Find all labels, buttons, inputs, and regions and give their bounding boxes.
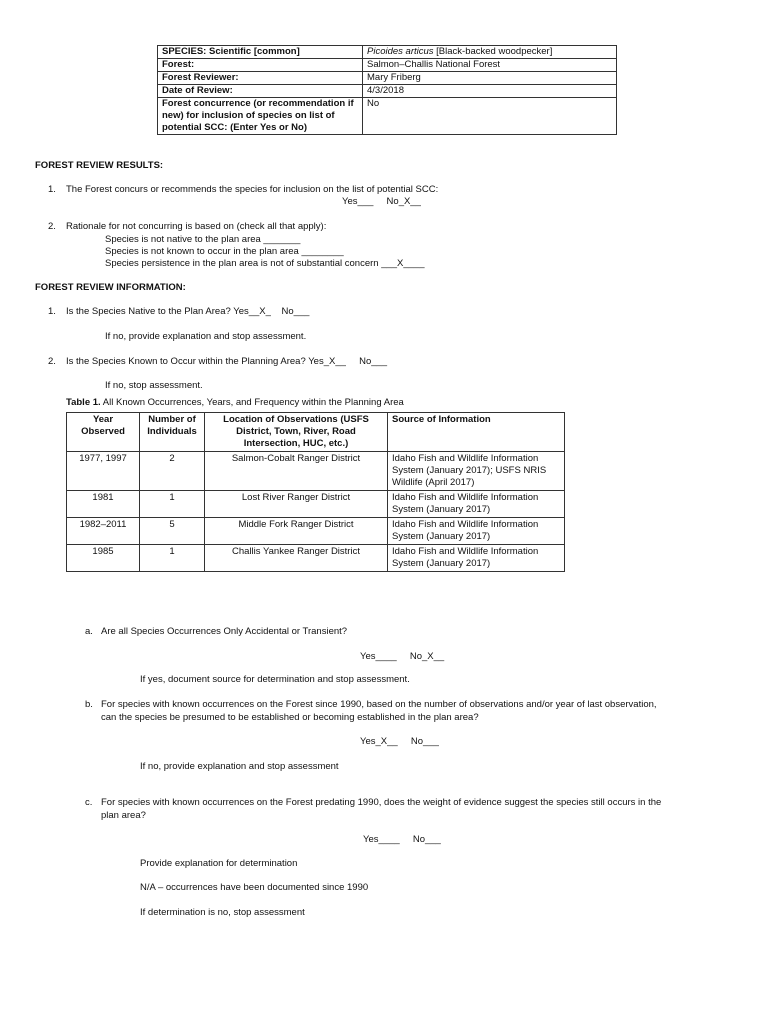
sub-a-note: If yes, document source for determination and stop assessment.: [140, 674, 410, 685]
sub-c-text-line2: plan area?: [101, 810, 146, 821]
sub-b-text-line2: can the species be presumed to be established or becoming established in the plan area?: [101, 712, 479, 723]
common-name: [Black-backed woodpecker]: [433, 46, 553, 57]
cell-source: Idaho Fish and Wildlife Information System (January 2017): [388, 545, 565, 572]
info-q1-text: Is the Species Native to the Plan Area? Yes__X_ No___: [66, 306, 310, 317]
sub-c-letter: c.: [85, 797, 93, 808]
sub-a-letter: a.: [85, 626, 93, 637]
concurrence-value: No: [363, 98, 617, 135]
sub-b-answer: Yes_X__ No___: [360, 736, 439, 747]
sub-c-answer: Yes____ No___: [363, 834, 441, 845]
results-q1-text: The Forest concurs or recommends the species for inclusion on the list of potential SCC:: [66, 184, 439, 195]
review-date-label: Date of Review:: [158, 85, 363, 98]
cell-source: Idaho Fish and Wildlife Information System (January 2017); USFS NRIS Wildlife (April 2017): [388, 452, 565, 491]
sub-b-note: If no, provide explanation and stop assessment: [140, 761, 339, 772]
cell-location: Salmon-Cobalt Ranger District: [205, 452, 388, 491]
table-row: [158, 85, 617, 98]
info-q1-number: 1.: [48, 306, 56, 317]
cell-count: 1: [140, 491, 205, 518]
results-q2-option-persistence: Species persistence in the plan area is not of substantial concern ___X____: [105, 258, 425, 269]
table1-caption-label: Table 1.: [66, 397, 101, 408]
reviewer-value: Mary Friberg: [363, 72, 617, 85]
cell-count: 2: [140, 452, 205, 491]
table1-caption-text: All Known Occurrences, Years, and Frequency within the Planning Area: [100, 397, 404, 408]
results-q2-text: Rationale for not concurring is based on (check all that apply):: [66, 221, 327, 232]
reviewer-label: Forest Reviewer:: [158, 72, 363, 85]
table1-caption: [66, 397, 404, 408]
cell-count: 5: [140, 518, 205, 545]
info-q2-text: Is the Species Known to Occur within the Planning Area? Yes_X__ No___: [66, 356, 388, 367]
sub-c-note-na: N/A – occurrences have been documented since 1990: [140, 882, 369, 893]
results-heading: FOREST REVIEW RESULTS:: [35, 160, 164, 171]
forest-label: Forest:: [158, 59, 363, 72]
occurrences-table: [66, 412, 565, 572]
info-q2-note: If no, stop assessment.: [105, 380, 203, 391]
cell-source: Idaho Fish and Wildlife Information System (January 2017): [388, 518, 565, 545]
info-q1-note: If no, provide explanation and stop assessment.: [105, 331, 307, 342]
species-label: SPECIES: Scientific [common]: [158, 46, 363, 59]
sub-b-letter: b.: [85, 699, 93, 710]
col-header-source: Source of Information: [388, 413, 565, 452]
cell-location: Lost River Ranger District: [205, 491, 388, 518]
sub-c-text-line1: For species with known occurrences on the Forest predating 1990, does the weight of evidence suggest the species still occurs in the: [101, 797, 662, 808]
cell-year: 1977, 1997: [67, 452, 140, 491]
cell-year: 1985: [67, 545, 140, 572]
sub-a-answer: Yes____ No_X__: [360, 651, 445, 662]
table-header-row: [67, 413, 565, 452]
info-q2-number: 2.: [48, 356, 56, 367]
table-row: [67, 452, 565, 491]
col-header-year: Year Observed: [67, 413, 140, 452]
species-value: [363, 46, 617, 59]
sub-b-text-line1: For species with known occurrences on the Forest since 1990, based on the number of observations and/or year of last observation,: [101, 699, 657, 710]
cell-location: Middle Fork Ranger District: [205, 518, 388, 545]
table-row: [67, 491, 565, 518]
forest-value: Salmon–Challis National Forest: [363, 59, 617, 72]
cell-source: Idaho Fish and Wildlife Information System (January 2017): [388, 491, 565, 518]
col-header-location: Location of Observations (USFS District, Town, River, Road Intersection, HUC, etc.): [205, 413, 388, 452]
cell-year: 1981: [67, 491, 140, 518]
cell-count: 1: [140, 545, 205, 572]
results-q1-number: 1.: [48, 184, 56, 195]
scientific-name: Picoides articus: [367, 46, 434, 57]
table-row: [158, 98, 617, 135]
table-row: [158, 46, 617, 59]
information-heading: FOREST REVIEW INFORMATION:: [35, 282, 186, 293]
col-header-individuals: Number of Individuals: [140, 413, 205, 452]
table-row: [67, 518, 565, 545]
sub-a-text: Are all Species Occurrences Only Accidental or Transient?: [101, 626, 348, 637]
table-row: [158, 72, 617, 85]
review-date-value: 4/3/2018: [363, 85, 617, 98]
cell-year: 1982–2011: [67, 518, 140, 545]
results-q1-answer: Yes___ No_X__: [342, 196, 421, 207]
results-q2-option-not-native: Species is not native to the plan area _______: [105, 234, 301, 245]
table-row: [158, 59, 617, 72]
table-row: [67, 545, 565, 572]
results-q2-number: 2.: [48, 221, 56, 232]
concurrence-label: Forest concurrence (or recommendation if new) for inclusion of species on list of potential SCC: (Enter Yes or No): [158, 98, 363, 135]
sub-c-note-stop: If determination is no, stop assessment: [140, 907, 305, 918]
results-q2-option-not-known: Species is not known to occur in the plan area ________: [105, 246, 344, 257]
species-header-table: [157, 45, 617, 135]
cell-location: Challis Yankee Ranger District: [205, 545, 388, 572]
sub-c-note-explanation: Provide explanation for determination: [140, 858, 298, 869]
